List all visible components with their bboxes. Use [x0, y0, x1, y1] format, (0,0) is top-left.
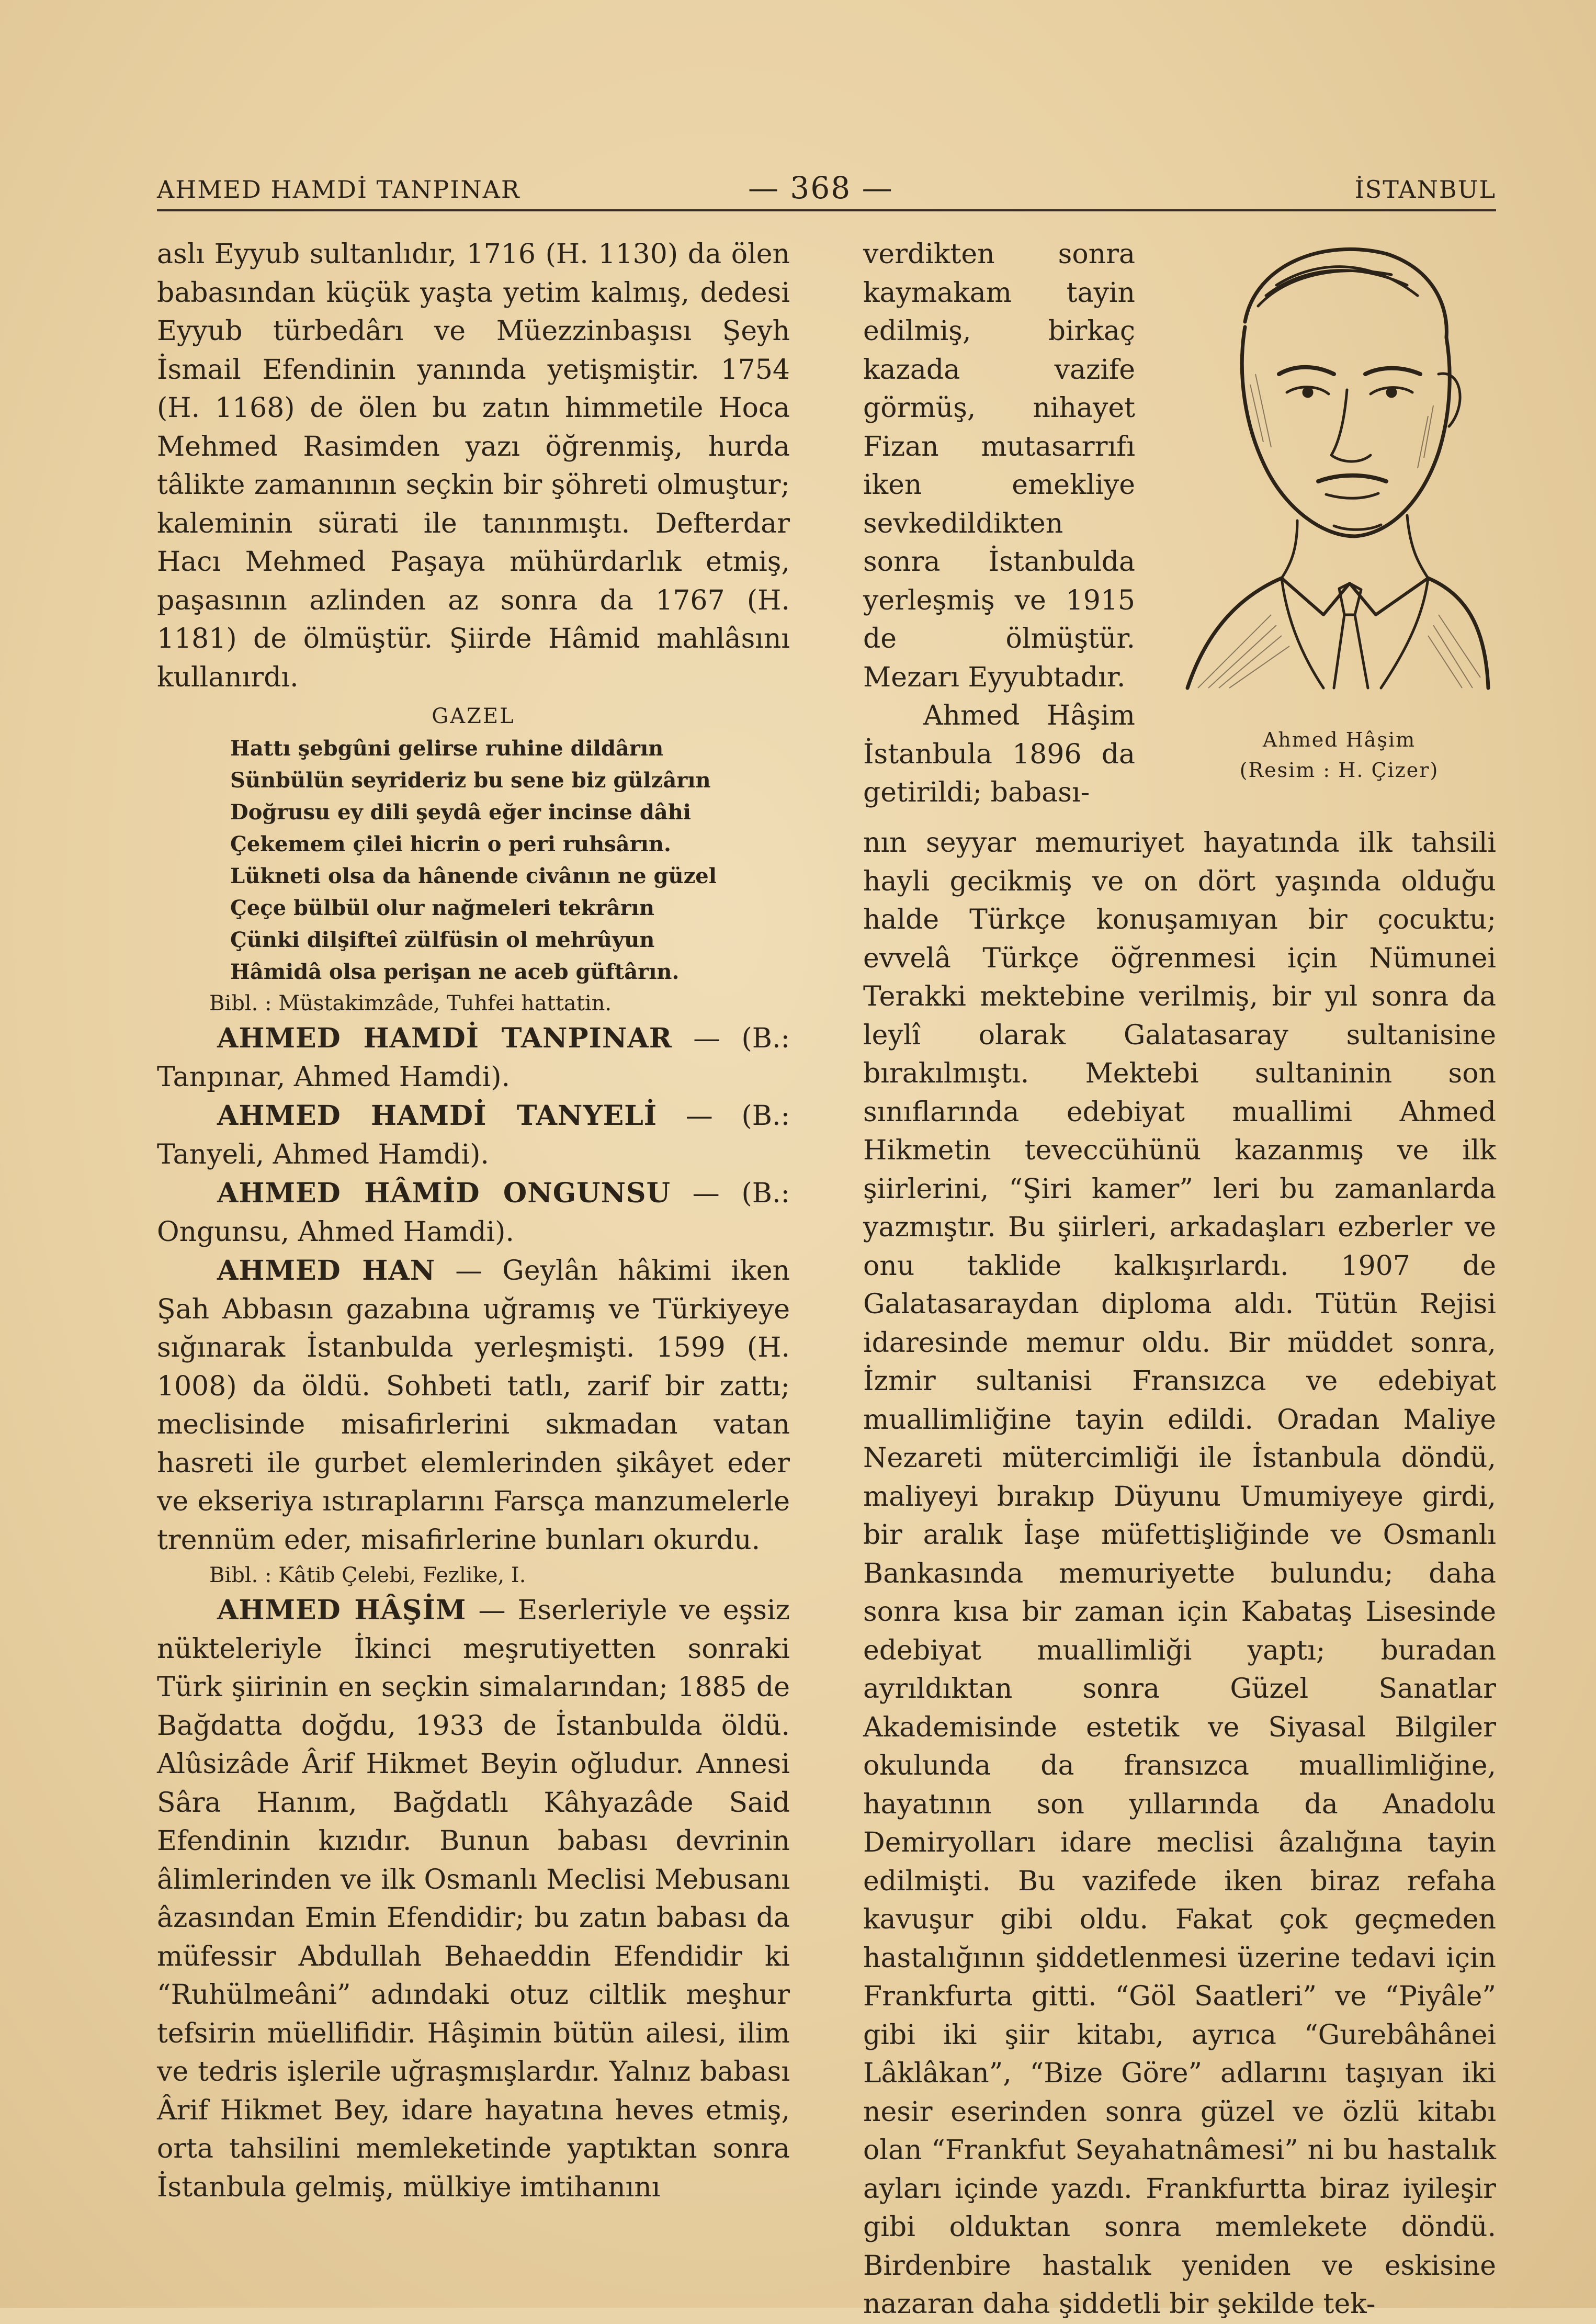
portrait-illustration — [1167, 217, 1491, 714]
entry-heading: AHMED HÂŞİM — [217, 1594, 467, 1626]
running-header — [157, 170, 1496, 207]
paragraph: Ahmed Hâşim İstanbula 1896 da getirildi; babası- — [863, 700, 1135, 808]
poem-line: Çekemem çilei hicrin o peri ruhsârın. — [230, 832, 671, 856]
entry-hasim — [157, 1591, 790, 2207]
entry-text: — (B.: Ongunsu, Ahmed Hamdi). — [157, 1178, 790, 1248]
entry-tanyeli — [157, 1097, 790, 1174]
poem-line: Sünbülün seyrideriz bu sene biz gülzârın — [230, 768, 711, 793]
entry-tanpinar — [157, 1019, 790, 1097]
right-column-top — [863, 235, 1135, 813]
poem-line: Hattı şebgûni gelirse ruhine dildârın — [230, 736, 664, 761]
header-rule — [157, 209, 1496, 211]
bibliography: Bibl. : Müstakimzâde, Tuhfei hattatin. — [209, 991, 612, 1016]
entry-heading: AHMED HAMDİ TANYELİ — [217, 1100, 658, 1132]
poem — [230, 732, 790, 988]
entry-ongunsu — [157, 1174, 790, 1251]
poem-line: Çünki dilşifteî zülfüsin ol mehrûyun — [230, 928, 655, 952]
paragraph: nın seyyar memuriyet hayatında ilk tahsili hayli gecikmiş ve on dört yaşında olduğu halde Türkçe konuşamıyan bir çocuktu; evvelâ Türkçe öğrenmesi için Nümunei Terakki mektebine verilmiş, bir yıl sonra da leylî olarak Galatasaray sultanisine bırakılmıştı. Mektebi sultaninin son sınıflarında edebiyat muallimi Ahmed Hikmetin teveccühünü kazanmış ve ilk şiirlerini, “Şiri kamer” leri bu zamanlarda yazmıştır. Bu şiirleri, arkadaşları ezberler ve onu taklide kalkışırlardı. 1907 de Galatasaraydan diploma aldı. Tütün Rejisi idaresinde memur oldu. Bir müddet sonra, İzmir sultanisi Fransızca ve edebiyat muallimliğine tayin edildi. Oradan Maliye Nezareti mütercimliği ile İstanbula döndü, maliyeyi bırakıp Düyunu Umumiyeye girdi, bir aralık İaşe müfettişliğinde ve Osmanlı Bankasında memuriyette bulundu; daha sonra kısa bir zaman için Kabataş Lisesinde edebiyat muallimliği yaptı; buradan ayrıldıktan sonra Güzel Sanatlar Akademisinde estetik ve Siyasal Bilgiler okulunda da fransızca muallimliğine, hayatının son yıllarında da Anadolu Demiryolları idare meclisi âzalığına tayin edilmişti. Bu vazifede iken biraz refaha kavuşur gibi oldu. Fakat çok geçmeden hastalığının şiddetlenmesi üzerine tedavi için Frankfurta gitti. “Göl Saatleri” ve “Piyâle” gibi iki şiir kitabı, ayrıca “Gurebâhânei Lâklâkan”, “Bize Göre” adlarını taşıyan iki nesir eserinden sonra güzel ve özlü kitabı olan “Frankfut Seyahatnâmesi” ni bu hastalık ayları içinde yazdı. Frankfurtta biraz iyileşir gibi olduktan sonra memlekete döndü. Birdenbire hastalık yeniden ve eskisine nazaran daha şiddetli bir şekilde tek- — [863, 827, 1496, 2320]
caption-credit: (Resim : H. Çizer) — [1239, 759, 1439, 782]
entry-text: — Geylân hâkimi iken Şah Abbasın gazabına uğramış ve Türkiyeye sığınarak İstanbulda yerleşmişti. 1599 (H. 1008) da öldü. Sohbeti tatlı, zarif bir zattı; meclisinde misafirlerini sıkmadan vatan hasreti ile gurbet elemlerinden şikâyet eder ve ekseriya ıstıraplarını Farsça manzumelerle trennüm eder, misafirlerine bunları okurdu. — [157, 1255, 790, 1556]
left-column — [157, 235, 790, 2207]
entry-heading: AHMED HAN — [217, 1255, 436, 1287]
entry-heading: AHMED HAMDİ TANPINAR — [217, 1022, 673, 1054]
right-column-bottom — [863, 824, 1496, 2324]
portrait-drawing — [1167, 217, 1491, 714]
header-title: İSTANBUL — [1354, 175, 1496, 204]
poem-title: GAZEL — [432, 704, 515, 728]
poem-line: Hâmidâ olsa perişan ne aceb güftârın. — [230, 960, 680, 984]
poem-line: Çeçe bülbül olur nağmeleri tekrârın — [230, 896, 654, 920]
poem-line: Lükneti olsa da hânende civânın ne güzel — [230, 864, 717, 888]
bibliography: Bibl. : Kâtib Çelebi, Fezlike, I. — [209, 1563, 526, 1587]
entry-text: — (B.: Tanyeli, Ahmed Hamdi). — [157, 1100, 790, 1170]
portrait-caption — [1187, 725, 1491, 785]
entry-heading: AHMED HÂMİD ONGUNSU — [217, 1177, 671, 1209]
page-number: — 368 — — [748, 170, 893, 206]
entry-text: — Eserleriyle ve eşsiz nükteleriyle İkinci meşrutiyetten sonraki Türk şiirinin en seçkin simalarından; 1885 de Bağdatta doğdu, 1933 de İstanbulda öldü. Alûsizâde Ârif Hikmet Beyin oğludur. Annesi Sâra Hanım, Bağdatlı Kâhyazâde Said Efendinin kızıdır. Bunun babası devrinin âlimlerinden ve ilk Osmanlı Meclisi Mebusanı âzasından Emin Efendidir; bu zatın babası da müfessir Abdullah Behaeddin Efendidir ki “Ruhülmeâni” adındaki otuz ciltlik meşhur tefsirin müellifidir. Hâşimin bütün ailesi, ilim ve tedris işlerile uğraşmışlardır. Yalnız babası Ârif Hikmet Bey, idare hayatına heves etmiş, orta tahsilini memleketinde yaptıktan sonra İstanbula gelmiş, mülkiye imtihanını — [157, 1595, 790, 2203]
entry-han — [157, 1251, 790, 1560]
caption-name: Ahmed Hâşim — [1262, 728, 1416, 751]
header-entry: AHMED HAMDİ TANPINAR — [157, 175, 520, 204]
poem-line: Doğrusu ey dili şeydâ eğer incinse dâhi — [230, 800, 691, 825]
paragraph: aslı Eyyub sultanlıdır, 1716 (H. 1130) da ölen babasından küçük yaşta yetim kalmış, dedesi Eyyub türbedârı ve Müezzinbaşısı Şeyh İsmail Efendinin yanında yetişmiştir. 1754 (H. 1168) de ölen bu zatın himmetile Hoca Mehmed Rasimden yazı öğrenmiş, hurda tâlikte zamanının seçkin bir şöhreti olmuştur; kaleminin sürati ile tanınmıştı. Defterdar Hacı Mehmed Paşaya mühürdarlık etmiş, paşasının azlinden az sonra da 1767 (H. 1181) de ölmüştür. Şiirde Hâmid mahlâsını kullanırdı. — [157, 239, 790, 693]
paragraph: verdikten sonra kaymakam tayin edilmiş, birkaç kazada vazife görmüş, nihayet Fizan mutasarrıfı iken emekliye sevkedildikten sonra İstanbulda yerleşmiş ve 1915 de ölmüştür. Mezarı Eyyubtadır. — [863, 239, 1135, 693]
entry-text: — (B.: Tanpınar, Ahmed Hamdi). — [157, 1023, 790, 1093]
